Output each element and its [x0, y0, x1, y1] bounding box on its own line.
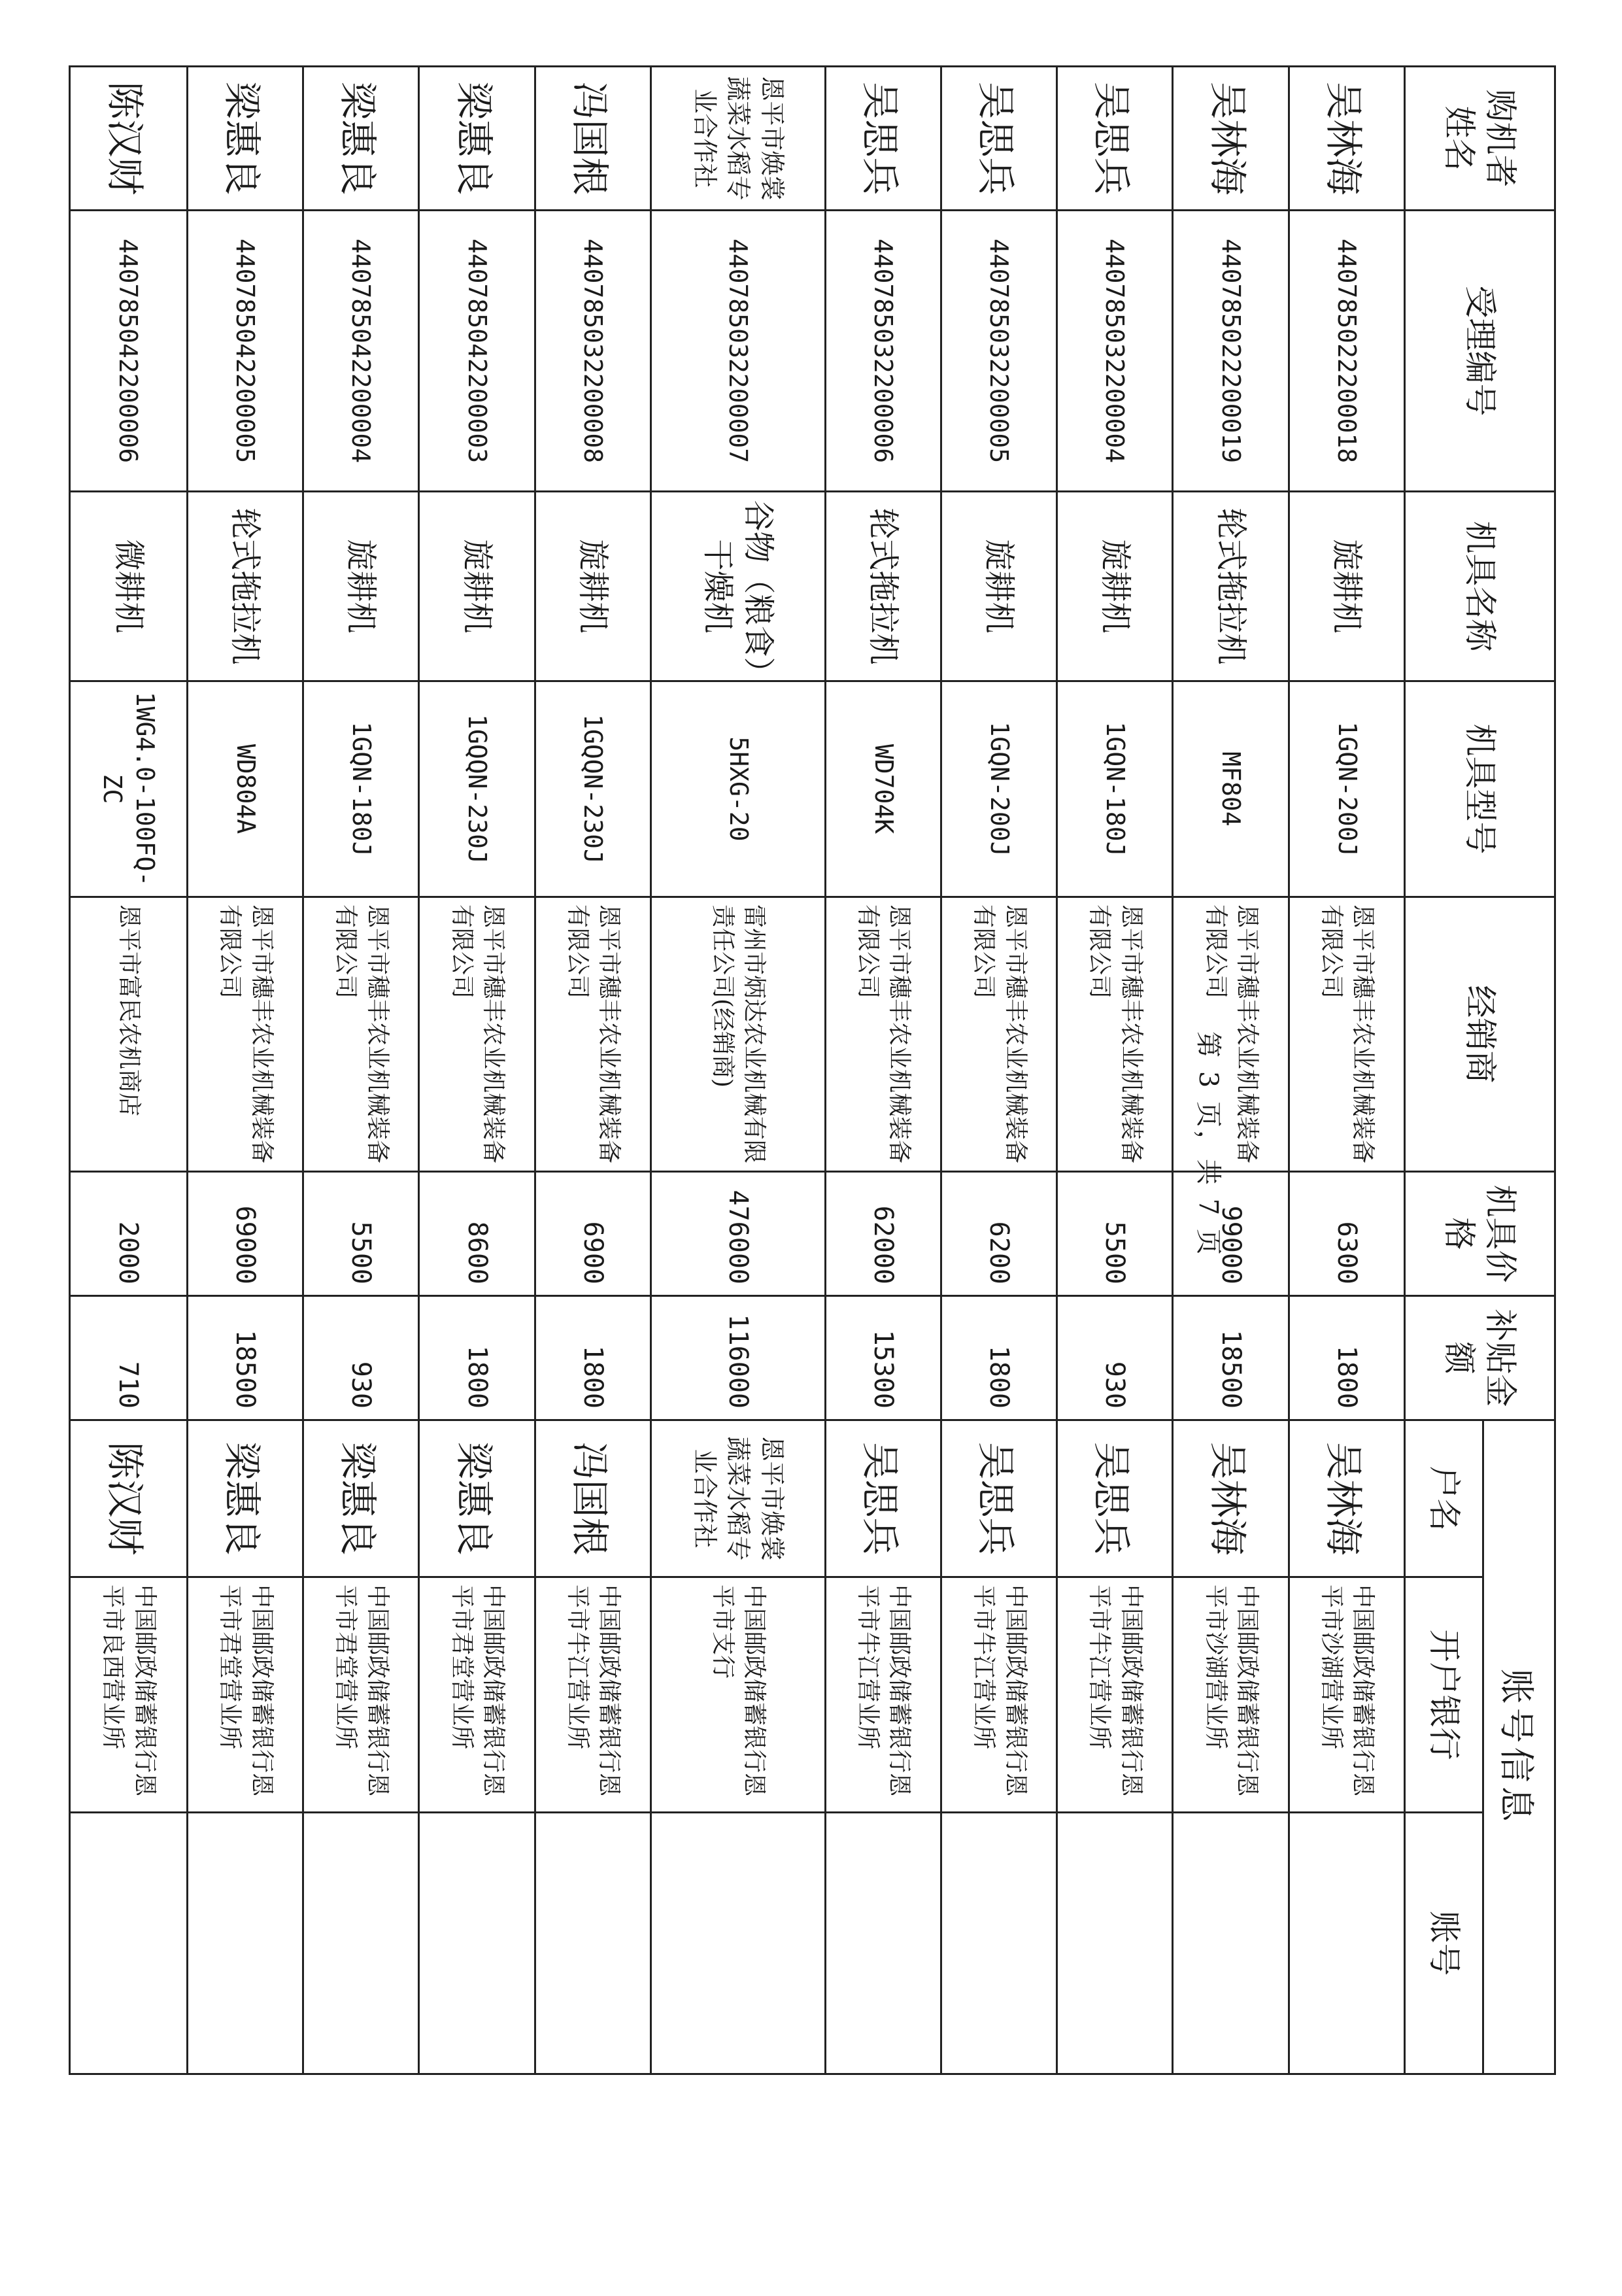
accept-no: 440785032200004 — [1057, 211, 1173, 492]
buyer-name: 恩平市焕裳蔬菜水稻专业合作社 — [650, 67, 825, 211]
subsidy-amount: 15300 — [825, 1296, 941, 1420]
account-number — [535, 1813, 650, 2074]
header-account-group: 账号信息 — [1483, 1420, 1555, 2074]
table-row — [650, 67, 825, 2074]
buyer-name: 吴林海 — [1173, 67, 1289, 211]
dealer: 雷州市炳达农业机械有限责任公司(经销商) — [650, 897, 825, 1172]
account-holder: 吴思兵 — [1057, 1420, 1173, 1577]
bank-name: 中国邮政储蓄银行恩平市君堂营业所 — [187, 1577, 303, 1813]
dealer: 恩平市穗丰农业机械装备有限公司 — [419, 897, 535, 1172]
accept-no: 440785042200003 — [419, 211, 535, 492]
subsidy-amount: 930 — [303, 1296, 419, 1420]
machine-price: 476000 — [650, 1172, 825, 1296]
account-number — [1057, 1813, 1173, 2074]
dealer: 恩平市穗丰农业机械装备有限公司 — [303, 897, 419, 1172]
dealer: 恩平市富民农机商店 — [70, 897, 188, 1172]
buyer-name: 吴林海 — [1289, 67, 1404, 211]
table-row — [303, 67, 419, 2074]
buyer-name: 梁惠良 — [303, 67, 419, 211]
bank-name: 中国邮政储蓄银行恩平市牛江营业所 — [535, 1577, 650, 1813]
table-row — [419, 67, 535, 2074]
account-number — [941, 1813, 1057, 2074]
buyer-name: 吴思兵 — [825, 67, 941, 211]
subsidy-amount: 1800 — [941, 1296, 1057, 1420]
dealer: 恩平市穗丰农业机械装备有限公司 — [941, 897, 1057, 1172]
account-holder: 吴思兵 — [941, 1420, 1057, 1577]
machine-price: 5500 — [303, 1172, 419, 1296]
table-row — [825, 67, 941, 2074]
table-row — [187, 67, 303, 2074]
machine-model: 1GQQN-230J — [535, 681, 650, 897]
machine-price: 6200 — [941, 1172, 1057, 1296]
account-number — [187, 1813, 303, 2074]
accept-no: 440785022200019 — [1173, 211, 1289, 492]
buyer-name: 冯国根 — [535, 67, 650, 211]
account-holder: 冯国根 — [535, 1420, 650, 1577]
machine-model: 5HXG-20 — [650, 681, 825, 897]
header-buyer: 购机者姓名 — [1405, 67, 1555, 211]
dealer: 恩平市穗丰农业机械装备有限公司 — [1173, 897, 1289, 1172]
machine-model: 1WG4.0-100FQ-ZC — [70, 681, 188, 897]
machine-model: WD704K — [825, 681, 941, 897]
subsidy-amount: 930 — [1057, 1296, 1173, 1420]
accept-no: 440785042200005 — [187, 211, 303, 492]
bank-name: 中国邮政储蓄银行恩平市良西营业所 — [70, 1577, 188, 1813]
table-row — [941, 67, 1057, 2074]
buyer-name: 梁惠良 — [419, 67, 535, 211]
bank-name: 中国邮政储蓄银行恩平市君堂营业所 — [303, 1577, 419, 1813]
machine-price: 62000 — [825, 1172, 941, 1296]
machine-model: MF804 — [1173, 681, 1289, 897]
header-bank: 开户银行 — [1405, 1577, 1483, 1813]
table-row — [1057, 67, 1173, 2074]
accept-no: 440785032200005 — [941, 211, 1057, 492]
header-holder: 户名 — [1405, 1420, 1483, 1577]
machine-model: 1GQN-180J — [303, 681, 419, 897]
subsidy-amount: 18500 — [187, 1296, 303, 1420]
account-holder: 梁惠良 — [303, 1420, 419, 1577]
accept-no: 440785022200018 — [1289, 211, 1404, 492]
account-holder: 吴思兵 — [825, 1420, 941, 1577]
subsidy-table — [69, 65, 1556, 2075]
account-holder: 恩平市焕裳蔬菜水稻专业合作社 — [650, 1420, 825, 1577]
subsidy-amount: 116000 — [650, 1296, 825, 1420]
machine-price: 8600 — [419, 1172, 535, 1296]
dealer: 恩平市穗丰农业机械装备有限公司 — [1289, 897, 1404, 1172]
accept-no: 440785032200007 — [650, 211, 825, 492]
buyer-name: 吴思兵 — [1057, 67, 1173, 211]
account-number — [1289, 1813, 1404, 2074]
machine-name: 旋耕机 — [941, 492, 1057, 681]
machine-name: 轮式拖拉机 — [825, 492, 941, 681]
subsidy-amount: 710 — [70, 1296, 188, 1420]
subsidy-amount: 1800 — [1289, 1296, 1404, 1420]
table-row — [1289, 67, 1404, 2074]
accept-no: 440785042200004 — [303, 211, 419, 492]
machine-price: 2000 — [70, 1172, 188, 1296]
subsidy-amount: 18500 — [1173, 1296, 1289, 1420]
account-number — [70, 1813, 188, 2074]
machine-name: 旋耕机 — [535, 492, 650, 681]
buyer-name: 梁惠良 — [187, 67, 303, 211]
account-holder: 梁惠良 — [419, 1420, 535, 1577]
machine-price: 6900 — [535, 1172, 650, 1296]
accept-no: 440785032200008 — [535, 211, 650, 492]
account-holder: 吴林海 — [1289, 1420, 1404, 1577]
header-accept-no: 受理编号 — [1405, 211, 1555, 492]
table-row — [70, 67, 188, 2074]
machine-name: 旋耕机 — [419, 492, 535, 681]
dealer: 恩平市穗丰农业机械装备有限公司 — [1057, 897, 1173, 1172]
subsidy-amount: 1800 — [535, 1296, 650, 1420]
accept-no: 440785042200006 — [70, 211, 188, 492]
account-number — [419, 1813, 535, 2074]
accept-no: 440785032200006 — [825, 211, 941, 492]
bank-name: 中国邮政储蓄银行恩平市牛江营业所 — [941, 1577, 1057, 1813]
machine-model: 1GQN-200J — [1289, 681, 1404, 897]
bank-name: 中国邮政储蓄银行恩平市牛江营业所 — [1057, 1577, 1173, 1813]
machine-name: 旋耕机 — [303, 492, 419, 681]
subsidy-amount: 1800 — [419, 1296, 535, 1420]
header-account: 账号 — [1405, 1813, 1483, 2074]
machine-model: WD804A — [187, 681, 303, 897]
account-holder: 陈汉财 — [70, 1420, 188, 1577]
account-holder: 吴林海 — [1173, 1420, 1289, 1577]
account-number — [825, 1813, 941, 2074]
machine-name: 轮式拖拉机 — [187, 492, 303, 681]
bank-name: 中国邮政储蓄银行恩平市牛江营业所 — [825, 1577, 941, 1813]
rotated-table-page — [69, 65, 1556, 2073]
machine-name: 谷物（粮食）干燥机 — [650, 492, 825, 681]
dealer: 恩平市穗丰农业机械装备有限公司 — [825, 897, 941, 1172]
header-dealer: 经销商 — [1405, 897, 1555, 1172]
bank-name: 中国邮政储蓄银行恩平市沙湖营业所 — [1289, 1577, 1404, 1813]
buyer-name: 吴思兵 — [941, 67, 1057, 211]
dealer: 恩平市穗丰农业机械装备有限公司 — [187, 897, 303, 1172]
account-holder: 梁惠良 — [187, 1420, 303, 1577]
buyer-name: 陈汉财 — [70, 67, 188, 211]
page-footer: 第 3 页，共 7 页 — [1193, 1031, 1223, 1258]
machine-price: 99000 — [1173, 1172, 1289, 1296]
header-machine-name: 机具名称 — [1405, 492, 1555, 681]
header-price: 机具价格 — [1405, 1172, 1555, 1296]
bank-name: 中国邮政储蓄银行恩平市支行 — [650, 1577, 825, 1813]
machine-price: 69000 — [187, 1172, 303, 1296]
machine-model: 1GQQN-230J — [419, 681, 535, 897]
machine-name: 微耕机 — [70, 492, 188, 681]
table-row — [535, 67, 650, 2074]
machine-name: 旋耕机 — [1057, 492, 1173, 681]
machine-model: 1GQN-180J — [1057, 681, 1173, 897]
machine-price: 6300 — [1289, 1172, 1404, 1296]
machine-name: 旋耕机 — [1289, 492, 1404, 681]
machine-model: 1GQN-200J — [941, 681, 1057, 897]
machine-price: 5500 — [1057, 1172, 1173, 1296]
account-number — [1173, 1813, 1289, 2074]
dealer: 恩平市穗丰农业机械装备有限公司 — [535, 897, 650, 1172]
bank-name: 中国邮政储蓄银行恩平市沙湖营业所 — [1173, 1577, 1289, 1813]
bank-name: 中国邮政储蓄银行恩平市君堂营业所 — [419, 1577, 535, 1813]
account-number — [650, 1813, 825, 2074]
machine-name: 轮式拖拉机 — [1173, 492, 1289, 681]
account-number — [303, 1813, 419, 2074]
header-subsidy: 补贴金额 — [1405, 1296, 1555, 1420]
header-model: 机具型号 — [1405, 681, 1555, 897]
